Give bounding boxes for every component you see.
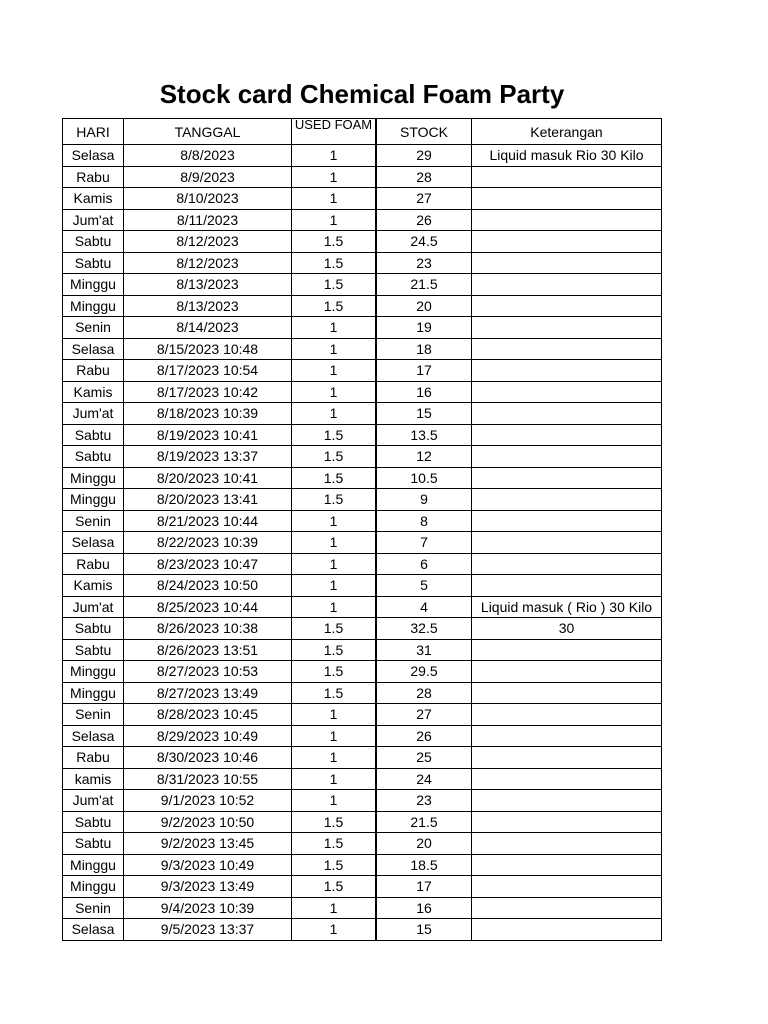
cell-used-foam: 1 — [292, 145, 376, 167]
cell-hari: kamis — [63, 768, 124, 790]
cell-keterangan — [472, 166, 662, 188]
cell-stock: 10.5 — [377, 467, 472, 489]
cell-used-foam: 1 — [292, 790, 376, 812]
cell-used-foam: 1 — [292, 510, 376, 532]
cell-hari: Selasa — [63, 725, 124, 747]
cell-stock: 18.5 — [377, 854, 472, 876]
cell-tanggal: 9/5/2023 13:37 — [124, 919, 292, 941]
cell-used-foam: 1 — [292, 919, 376, 941]
cell-used-foam: 1 — [292, 768, 376, 790]
cell-used-foam: 1 — [292, 704, 376, 726]
cell-tanggal: 8/27/2023 10:53 — [124, 661, 292, 683]
cell-tanggal: 8/24/2023 10:50 — [124, 575, 292, 597]
cell-tanggal: 8/14/2023 — [124, 317, 292, 339]
cell-used-foam: 1 — [292, 338, 376, 360]
cell-hari: Sabtu — [63, 833, 124, 855]
cell-used-foam: 1.5 — [292, 618, 376, 640]
cell-used-foam: 1 — [292, 575, 376, 597]
cell-hari: Rabu — [63, 360, 124, 382]
cell-stock: 23 — [377, 790, 472, 812]
cell-tanggal: 8/26/2023 10:38 — [124, 618, 292, 640]
table-row — [63, 575, 662, 597]
cell-used-foam: 1.5 — [292, 295, 376, 317]
cell-used-foam: 1.5 — [292, 682, 376, 704]
cell-stock: 8 — [377, 510, 472, 532]
cell-keterangan — [472, 639, 662, 661]
table-row — [63, 876, 662, 898]
cell-used-foam: 1.5 — [292, 876, 376, 898]
cell-stock: 24 — [377, 768, 472, 790]
cell-hari: Sabtu — [63, 231, 124, 253]
cell-keterangan: 30 — [472, 618, 662, 640]
cell-hari: Sabtu — [63, 252, 124, 274]
table-row — [63, 833, 662, 855]
cell-hari: Jum'at — [63, 403, 124, 425]
cell-keterangan — [472, 919, 662, 941]
table-row — [63, 317, 662, 339]
cell-keterangan — [472, 768, 662, 790]
cell-stock: 4 — [377, 596, 472, 618]
cell-used-foam: 1.5 — [292, 446, 376, 468]
cell-stock: 25 — [377, 747, 472, 769]
cell-tanggal: 8/17/2023 10:54 — [124, 360, 292, 382]
cell-stock: 18 — [377, 338, 472, 360]
cell-tanggal: 8/30/2023 10:46 — [124, 747, 292, 769]
cell-stock: 32.5 — [377, 618, 472, 640]
table-row — [63, 919, 662, 941]
cell-hari: Minggu — [63, 467, 124, 489]
cell-stock: 20 — [377, 833, 472, 855]
cell-keterangan — [472, 252, 662, 274]
cell-keterangan — [472, 854, 662, 876]
cell-stock: 21.5 — [377, 274, 472, 296]
cell-hari: Rabu — [63, 553, 124, 575]
cell-used-foam: 1 — [292, 209, 376, 231]
cell-tanggal: 8/27/2023 13:49 — [124, 682, 292, 704]
cell-keterangan — [472, 338, 662, 360]
cell-hari: Sabtu — [63, 811, 124, 833]
table-row — [63, 489, 662, 511]
cell-stock: 7 — [377, 532, 472, 554]
header-stock: STOCK — [377, 119, 472, 145]
cell-used-foam: 1 — [292, 532, 376, 554]
cell-used-foam: 1 — [292, 166, 376, 188]
table-row — [63, 532, 662, 554]
cell-keterangan — [472, 790, 662, 812]
cell-tanggal: 8/11/2023 — [124, 209, 292, 231]
cell-stock: 27 — [377, 188, 472, 210]
cell-keterangan — [472, 403, 662, 425]
cell-keterangan — [472, 532, 662, 554]
cell-used-foam: 1 — [292, 596, 376, 618]
cell-keterangan — [472, 489, 662, 511]
header-used-foam: USED FOAM — [292, 119, 376, 145]
cell-tanggal: 8/31/2023 10:55 — [124, 768, 292, 790]
table-row — [63, 661, 662, 683]
cell-tanggal: 8/9/2023 — [124, 166, 292, 188]
table-row — [63, 768, 662, 790]
cell-hari: Sabtu — [63, 446, 124, 468]
cell-hari: Senin — [63, 510, 124, 532]
cell-hari: Minggu — [63, 661, 124, 683]
cell-keterangan — [472, 381, 662, 403]
cell-hari: Rabu — [63, 747, 124, 769]
cell-keterangan — [472, 897, 662, 919]
cell-stock: 28 — [377, 682, 472, 704]
cell-stock: 9 — [377, 489, 472, 511]
table-row — [63, 231, 662, 253]
cell-keterangan — [472, 209, 662, 231]
cell-stock: 29 — [377, 145, 472, 167]
cell-tanggal: 8/26/2023 13:51 — [124, 639, 292, 661]
cell-stock: 29.5 — [377, 661, 472, 683]
cell-keterangan — [472, 725, 662, 747]
cell-keterangan — [472, 553, 662, 575]
cell-tanggal: 8/13/2023 — [124, 274, 292, 296]
cell-tanggal: 8/15/2023 10:48 — [124, 338, 292, 360]
cell-stock: 15 — [377, 403, 472, 425]
cell-stock: 15 — [377, 919, 472, 941]
cell-keterangan — [472, 811, 662, 833]
cell-used-foam: 1.5 — [292, 639, 376, 661]
cell-used-foam: 1 — [292, 188, 376, 210]
table-row — [63, 338, 662, 360]
table-row — [63, 618, 662, 640]
cell-stock: 24.5 — [377, 231, 472, 253]
table-row — [63, 252, 662, 274]
table-row — [63, 854, 662, 876]
table-row — [63, 381, 662, 403]
cell-hari: Kamis — [63, 188, 124, 210]
cell-used-foam: 1.5 — [292, 811, 376, 833]
cell-tanggal: 8/25/2023 10:44 — [124, 596, 292, 618]
cell-hari: Sabtu — [63, 618, 124, 640]
cell-stock: 6 — [377, 553, 472, 575]
cell-hari: Sabtu — [63, 424, 124, 446]
cell-tanggal: 8/19/2023 10:41 — [124, 424, 292, 446]
cell-tanggal: 8/13/2023 — [124, 295, 292, 317]
cell-used-foam: 1.5 — [292, 467, 376, 489]
cell-keterangan — [472, 833, 662, 855]
table-row — [63, 295, 662, 317]
cell-hari: Kamis — [63, 381, 124, 403]
cell-tanggal: 8/12/2023 — [124, 252, 292, 274]
table-row — [63, 682, 662, 704]
cell-stock: 28 — [377, 166, 472, 188]
table-row — [63, 467, 662, 489]
cell-tanggal: 8/19/2023 13:37 — [124, 446, 292, 468]
cell-keterangan — [472, 360, 662, 382]
header-hari: HARI — [63, 119, 124, 145]
cell-hari: Jum'at — [63, 596, 124, 618]
cell-keterangan: Liquid masuk Rio 30 Kilo — [472, 145, 662, 167]
table-row — [63, 274, 662, 296]
cell-used-foam: 1 — [292, 403, 376, 425]
cell-stock: 31 — [377, 639, 472, 661]
cell-hari: Minggu — [63, 295, 124, 317]
cell-tanggal: 8/28/2023 10:45 — [124, 704, 292, 726]
table-row — [63, 639, 662, 661]
cell-used-foam: 1.5 — [292, 231, 376, 253]
cell-hari: Selasa — [63, 532, 124, 554]
cell-tanggal: 9/4/2023 10:39 — [124, 897, 292, 919]
cell-used-foam: 1.5 — [292, 833, 376, 855]
cell-keterangan — [472, 424, 662, 446]
cell-hari: Minggu — [63, 682, 124, 704]
cell-used-foam: 1 — [292, 897, 376, 919]
cell-hari: Minggu — [63, 876, 124, 898]
cell-hari: Rabu — [63, 166, 124, 188]
cell-used-foam: 1.5 — [292, 854, 376, 876]
cell-keterangan — [472, 188, 662, 210]
cell-stock: 26 — [377, 209, 472, 231]
cell-keterangan — [472, 682, 662, 704]
table-row — [63, 725, 662, 747]
cell-tanggal: 8/20/2023 13:41 — [124, 489, 292, 511]
cell-keterangan — [472, 295, 662, 317]
cell-used-foam: 1.5 — [292, 252, 376, 274]
cell-stock: 20 — [377, 295, 472, 317]
cell-stock: 12 — [377, 446, 472, 468]
cell-keterangan — [472, 446, 662, 468]
cell-tanggal: 8/8/2023 — [124, 145, 292, 167]
cell-used-foam: 1 — [292, 553, 376, 575]
cell-tanggal: 8/20/2023 10:41 — [124, 467, 292, 489]
cell-used-foam: 1.5 — [292, 661, 376, 683]
cell-used-foam: 1 — [292, 725, 376, 747]
cell-stock: 19 — [377, 317, 472, 339]
cell-used-foam: 1 — [292, 381, 376, 403]
table-row — [63, 790, 662, 812]
table-row — [63, 145, 662, 167]
cell-tanggal: 9/3/2023 10:49 — [124, 854, 292, 876]
cell-tanggal: 8/10/2023 — [124, 188, 292, 210]
cell-keterangan — [472, 704, 662, 726]
table-row — [63, 424, 662, 446]
cell-stock: 17 — [377, 876, 472, 898]
cell-stock: 16 — [377, 897, 472, 919]
cell-used-foam: 1 — [292, 360, 376, 382]
table-row — [63, 747, 662, 769]
cell-used-foam: 1.5 — [292, 274, 376, 296]
cell-stock: 13.5 — [377, 424, 472, 446]
cell-tanggal: 9/3/2023 13:49 — [124, 876, 292, 898]
cell-keterangan — [472, 467, 662, 489]
cell-hari: Senin — [63, 897, 124, 919]
table-row — [63, 553, 662, 575]
cell-keterangan — [472, 747, 662, 769]
cell-tanggal: 8/18/2023 10:39 — [124, 403, 292, 425]
cell-keterangan — [472, 661, 662, 683]
table-row — [63, 209, 662, 231]
cell-used-foam: 1 — [292, 317, 376, 339]
cell-tanggal: 9/2/2023 10:50 — [124, 811, 292, 833]
cell-stock: 23 — [377, 252, 472, 274]
cell-hari: Selasa — [63, 919, 124, 941]
table-row — [63, 704, 662, 726]
stock-table-body — [63, 119, 662, 941]
cell-stock: 16 — [377, 381, 472, 403]
cell-keterangan — [472, 575, 662, 597]
cell-tanggal: 8/17/2023 10:42 — [124, 381, 292, 403]
cell-hari: Selasa — [63, 145, 124, 167]
cell-stock: 26 — [377, 725, 472, 747]
cell-used-foam: 1.5 — [292, 489, 376, 511]
cell-keterangan — [472, 231, 662, 253]
cell-tanggal: 8/29/2023 10:49 — [124, 725, 292, 747]
cell-used-foam: 1 — [292, 747, 376, 769]
cell-keterangan: Liquid masuk ( Rio ) 30 Kilo — [472, 596, 662, 618]
cell-hari: Minggu — [63, 274, 124, 296]
table-row — [63, 510, 662, 532]
table-row — [63, 811, 662, 833]
header-keterangan: Keterangan — [472, 119, 662, 145]
cell-tanggal: 9/2/2023 13:45 — [124, 833, 292, 855]
cell-stock: 21.5 — [377, 811, 472, 833]
cell-tanggal: 8/23/2023 10:47 — [124, 553, 292, 575]
table-row — [63, 446, 662, 468]
cell-stock: 17 — [377, 360, 472, 382]
cell-stock: 5 — [377, 575, 472, 597]
header-tanggal: TANGGAL — [124, 119, 292, 145]
cell-stock: 27 — [377, 704, 472, 726]
cell-keterangan — [472, 510, 662, 532]
cell-hari: Senin — [63, 317, 124, 339]
cell-tanggal: 8/12/2023 — [124, 231, 292, 253]
cell-hari: Sabtu — [63, 639, 124, 661]
table-row — [63, 188, 662, 210]
cell-hari: Jum'at — [63, 209, 124, 231]
table-row — [63, 596, 662, 618]
table-row — [63, 897, 662, 919]
cell-hari: Minggu — [63, 489, 124, 511]
page-title: Stock card Chemical Foam Party — [159, 79, 565, 109]
cell-tanggal: 8/22/2023 10:39 — [124, 532, 292, 554]
cell-hari: Jum'at — [63, 790, 124, 812]
cell-keterangan — [472, 274, 662, 296]
table-row — [63, 403, 662, 425]
cell-keterangan — [472, 317, 662, 339]
cell-keterangan — [472, 876, 662, 898]
cell-hari: Senin — [63, 704, 124, 726]
cell-used-foam: 1.5 — [292, 424, 376, 446]
stock-table — [62, 118, 662, 941]
cell-tanggal: 8/21/2023 10:44 — [124, 510, 292, 532]
cell-hari: Selasa — [63, 338, 124, 360]
cell-hari: Minggu — [63, 854, 124, 876]
table-row — [63, 166, 662, 188]
cell-hari: Kamis — [63, 575, 124, 597]
table-row — [63, 360, 662, 382]
cell-tanggal: 9/1/2023 10:52 — [124, 790, 292, 812]
table-header-row — [63, 119, 662, 145]
